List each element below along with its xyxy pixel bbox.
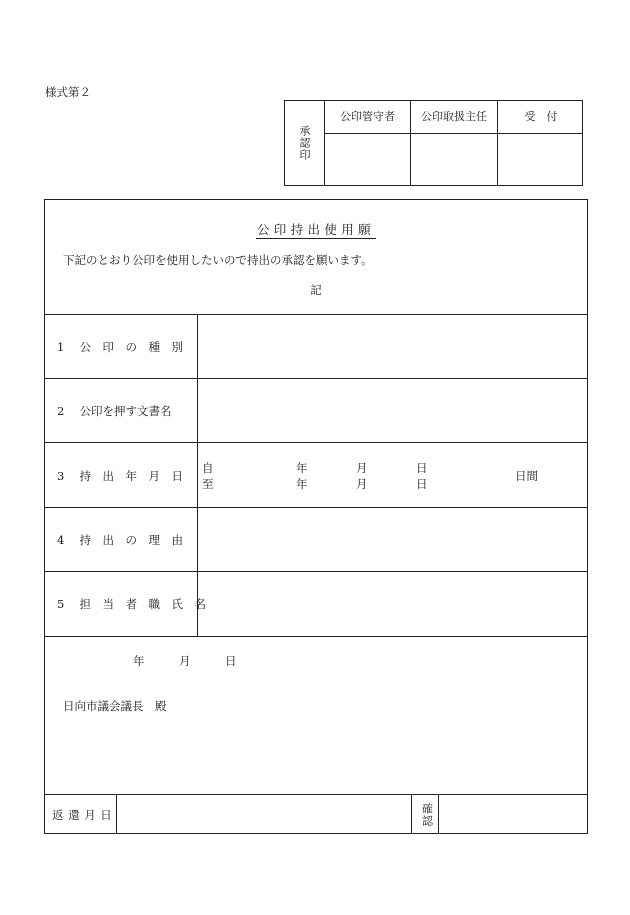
form-number: 様式第２ (45, 85, 91, 99)
application-date: 年 月 日 (133, 654, 237, 668)
return-date-label: 返還月日 (52, 808, 117, 822)
from-label: 自 (202, 461, 214, 475)
stamp-header-chief: 公印取扱主任 (421, 110, 487, 123)
return-date-field[interactable] (117, 795, 411, 833)
from-month-label: 月 (356, 461, 368, 475)
confirm-field[interactable] (439, 795, 587, 833)
row-label-carryout-date: 3 持 出 年 月 日 (57, 469, 183, 483)
approval-stamp-table (284, 100, 583, 186)
person-name-field[interactable] (198, 572, 587, 635)
to-year-label: 年 (296, 477, 308, 491)
document-name-field[interactable] (198, 379, 587, 442)
stamp-header-divider (324, 133, 582, 134)
application-form (44, 199, 588, 834)
row-divider (45, 636, 587, 637)
from-day-label: 日 (416, 461, 428, 475)
reason-field[interactable] (198, 508, 587, 571)
to-month-label: 月 (356, 477, 368, 491)
stamp-header-keeper: 公印管守者 (340, 110, 395, 123)
seal-type-field[interactable] (198, 315, 587, 378)
form-intro: 下記のとおり公印を使用したいので持出の承認を願います。 (63, 253, 373, 267)
carryout-period-field[interactable] (198, 443, 587, 507)
stamp-header-reception: 受 付 (524, 110, 558, 123)
to-day-label: 日 (416, 477, 428, 491)
row-label-seal-type: 1 公 印 の 種 別 (57, 340, 183, 354)
days-count-label: 日間 (515, 469, 538, 483)
row-label-reason: 4 持 出 の 理 由 (57, 533, 183, 547)
to-label: 至 (202, 477, 214, 491)
addressee: 日向市議会議長 殿 (63, 699, 167, 713)
form-title: 公印持出使用願 (256, 222, 376, 237)
row-label-document-name: 2 公印を押す文書名 (57, 404, 172, 418)
return-divider (411, 794, 412, 834)
approval-side-label: 承認印 (298, 125, 311, 161)
ki-label: 記 (310, 283, 322, 297)
row-label-person: 5 担 当 者 職 氏 名 (57, 597, 206, 611)
confirm-label: 確認 (420, 803, 434, 827)
from-year-label: 年 (296, 461, 308, 475)
